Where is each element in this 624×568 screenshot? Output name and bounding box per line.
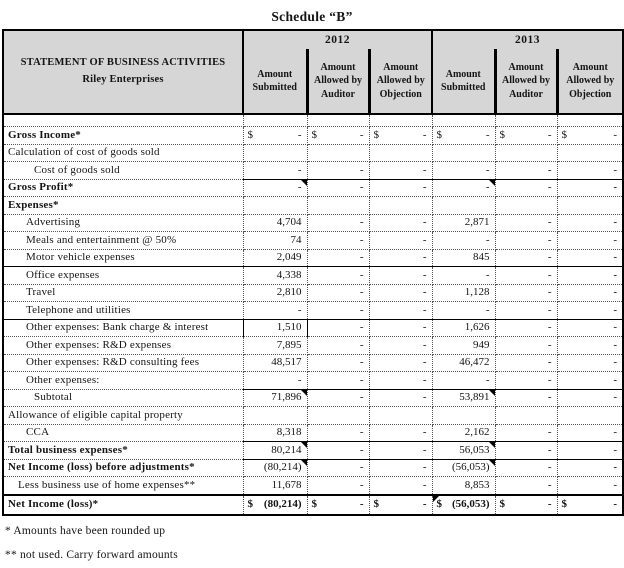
value-cell: 1,626 [432,319,495,337]
value-cell: - [495,214,557,232]
row-label: Meals and entertainment @ 50% [3,232,243,250]
currency-symbol: $ [373,498,379,510]
value-cell [369,127,432,145]
currency-symbol: $ [247,128,253,141]
currency-symbol: $ [311,128,317,141]
value-cell: - [495,162,557,180]
table-row [3,162,623,180]
amount-value: (80,214) [263,498,302,510]
value-cell: 48,517 [243,354,307,372]
table-row [3,127,623,145]
row-label: Cost of goods sold [3,162,243,180]
value-cell: - [495,337,557,355]
value-cell: 74 [243,232,307,250]
value-cell [557,144,623,162]
value-cell [243,495,307,515]
value-cell: - [369,424,432,442]
table-row [3,249,623,267]
value-cell: - [307,459,369,477]
value-cell: - [557,232,623,250]
statement-header-cell [3,30,243,114]
row-label [3,114,243,127]
value-cell: - [307,302,369,320]
value-cell: 2,871 [432,214,495,232]
row-label: Office expenses [3,267,243,285]
row-label: Motor vehicle expenses [3,249,243,267]
value-cell: - [307,284,369,302]
value-cell: - [307,179,369,197]
row-label: Calculation of cost of goods sold [3,144,243,162]
value-cell: - [369,179,432,197]
value-cell [557,197,623,215]
table-row [3,319,623,337]
value-cell: - [369,284,432,302]
value-cell: 56,053 [432,442,495,460]
value-cell: - [432,267,495,285]
value-cell [307,407,369,425]
value-cell: - [557,214,623,232]
value-cell [495,495,557,515]
value-cell: - [369,442,432,460]
table-row [3,407,623,425]
column-header-2013-auditor: Amount Allowed by Auditor [495,49,557,114]
row-label: Other expenses: [3,372,243,390]
value-cell [432,127,495,145]
table-row [3,284,623,302]
value-cell: 4,338 [243,267,307,285]
currency-symbol: $ [561,128,568,141]
row-label: Other expenses: R&D consulting fees [3,354,243,372]
value-cell: - [432,302,495,320]
value-cell [557,127,623,145]
row-label: Subtotal [3,389,243,407]
currency-symbol: $ [247,498,253,510]
statement-title: STATEMENT OF BUSINESS ACTIVITIES [20,57,226,69]
value-cell: - [243,179,307,197]
value-cell: - [369,249,432,267]
currency-symbol: $ [436,128,443,141]
value-cell [495,407,557,425]
value-cell: 8,853 [432,477,495,495]
value-cell: 80,214 [243,442,307,460]
value-cell [432,197,495,215]
value-cell: - [495,284,557,302]
value-cell: 11,678 [243,477,307,495]
value-cell: - [243,302,307,320]
value-cell [557,495,623,515]
value-cell: - [369,319,432,337]
value-cell: - [369,459,432,477]
value-cell: - [432,162,495,180]
value-cell: - [495,372,557,390]
column-header-2012-submitted: Amount Submitted [243,49,307,114]
value-cell: - [243,372,307,390]
value-cell: - [369,267,432,285]
amount-value: (56,053) [451,498,490,510]
value-cell: - [369,302,432,320]
value-cell [495,114,557,127]
currency-symbol: $ [373,128,379,141]
currency-symbol: $ [499,128,506,141]
column-header-2013-submitted: Amount Submitted [432,49,495,114]
value-cell: - [557,179,623,197]
value-cell: - [557,267,623,285]
currency-symbol: $ [561,498,568,510]
value-cell: - [495,179,557,197]
value-cell: - [369,232,432,250]
value-cell: - [557,337,623,355]
amount-value: - [613,128,618,141]
row-label: Net Income (loss)* [3,495,243,515]
value-cell: - [495,389,557,407]
value-cell: - [307,232,369,250]
table-row [3,459,623,477]
schedule-title: Schedule “B” [271,9,353,24]
value-cell: - [495,442,557,460]
value-cell: - [495,302,557,320]
value-cell [307,114,369,127]
amount-value: - [547,498,552,510]
value-cell: 71,896 [243,389,307,407]
value-cell: - [307,354,369,372]
table-header [3,30,623,114]
value-cell [307,144,369,162]
row-label: Gross Profit* [3,179,243,197]
value-cell: - [307,214,369,232]
value-cell: - [495,249,557,267]
value-cell: - [307,319,369,337]
value-cell: 2,810 [243,284,307,302]
amount-value: - [297,128,302,141]
value-cell: - [369,389,432,407]
value-cell: - [369,372,432,390]
row-label: CCA [3,424,243,442]
value-cell [307,127,369,145]
value-cell [432,114,495,127]
value-cell: 53,891 [432,389,495,407]
value-cell: - [495,424,557,442]
schedule-table [2,29,624,516]
value-cell [369,197,432,215]
currency-symbol: $ [436,498,443,510]
amount-value: - [359,498,364,510]
value-cell [557,114,623,127]
row-label: Other expenses: R&D expenses [3,337,243,355]
value-cell: 845 [432,249,495,267]
table-row [3,144,623,162]
table-row [3,372,623,390]
table-row [3,495,623,515]
table-row [3,232,623,250]
value-cell: 1,128 [432,284,495,302]
value-cell: - [307,372,369,390]
value-cell: - [557,389,623,407]
value-cell: - [307,267,369,285]
value-cell: - [495,459,557,477]
value-cell [243,407,307,425]
amount-value: - [485,128,490,141]
table-row [3,389,623,407]
value-cell: 2,162 [432,424,495,442]
value-cell [307,495,369,515]
value-cell: - [557,162,623,180]
amount-value: - [613,498,618,510]
value-cell: 1,510 [243,319,307,337]
amount-value: - [359,128,364,141]
value-cell: - [557,442,623,460]
value-cell: - [557,372,623,390]
footnote-rounded: * Amounts have been rounded up [5,524,166,537]
value-cell [432,407,495,425]
value-cell: - [369,214,432,232]
row-label: Total business expenses* [3,442,243,460]
value-cell: - [307,424,369,442]
value-cell: 4,704 [243,214,307,232]
row-label: Other expenses: Bank charge & interest [3,319,243,337]
value-cell: - [495,267,557,285]
value-cell [307,197,369,215]
value-cell: - [557,249,623,267]
value-cell: - [307,389,369,407]
value-cell: - [557,477,623,495]
row-label: Telephone and utilities [3,302,243,320]
value-cell [432,495,495,515]
value-cell: - [495,477,557,495]
table-row [3,354,623,372]
currency-symbol: $ [499,498,506,510]
row-label: Less business use of home expenses** [3,477,243,495]
company-name: Riley Enterprises [82,74,164,85]
value-cell [369,407,432,425]
currency-symbol: $ [311,498,317,510]
amount-value: - [422,498,427,510]
value-cell [495,127,557,145]
table-row [3,337,623,355]
value-cell: - [495,232,557,250]
amount-value: - [422,128,427,141]
value-cell: - [557,302,623,320]
footnote-carry-forward: ** not used. Carry forward amounts [5,548,178,561]
table-row [3,267,623,285]
row-label: Allowance of eligible capital property [3,407,243,425]
table-row [3,197,623,215]
value-cell: - [369,337,432,355]
table-body [3,114,623,515]
value-cell: - [369,477,432,495]
amount-value: - [547,128,552,141]
column-header-2012-objection: Amount Allowed by Objection [369,49,432,114]
value-cell: - [369,162,432,180]
value-cell [557,407,623,425]
value-cell: - [557,284,623,302]
value-cell: - [307,162,369,180]
table-row [3,442,623,460]
value-cell [369,144,432,162]
value-cell: - [557,459,623,477]
value-cell [243,127,307,145]
value-cell: (80,214) [243,459,307,477]
row-label: Advertising [3,214,243,232]
value-cell: - [557,424,623,442]
year-header-2012: 2012 [243,30,432,49]
row-label: Net Income (loss) before adjustments* [3,459,243,477]
column-header-2013-objection: Amount Allowed by Objection [557,49,623,114]
column-header-2012-auditor: Amount Allowed by Auditor [307,49,369,114]
table-row [3,477,623,495]
value-cell: - [432,232,495,250]
value-cell [243,197,307,215]
value-cell [369,495,432,515]
row-label: Travel [3,284,243,302]
value-cell: 46,472 [432,354,495,372]
table-row [3,114,623,127]
value-cell: (56,053) [432,459,495,477]
value-cell [432,144,495,162]
value-cell: 8,318 [243,424,307,442]
year-header-2013: 2013 [432,30,623,49]
value-cell [243,144,307,162]
value-cell: 7,895 [243,337,307,355]
value-cell: - [557,319,623,337]
value-cell [243,114,307,127]
row-label: Gross Income* [3,127,243,145]
value-cell [369,114,432,127]
value-cell: - [495,354,557,372]
value-cell: - [557,354,623,372]
value-cell: - [369,354,432,372]
value-cell: - [307,337,369,355]
value-cell: - [307,249,369,267]
value-cell: - [307,442,369,460]
value-cell: - [243,162,307,180]
table-row [3,214,623,232]
value-cell: - [432,372,495,390]
row-label: Expenses* [3,197,243,215]
value-cell [495,144,557,162]
value-cell: - [495,319,557,337]
value-cell: 949 [432,337,495,355]
table-row [3,424,623,442]
value-cell: - [432,179,495,197]
value-cell [495,197,557,215]
value-cell: 2,049 [243,249,307,267]
value-cell: - [307,477,369,495]
table-row [3,179,623,197]
table-row [3,302,623,320]
